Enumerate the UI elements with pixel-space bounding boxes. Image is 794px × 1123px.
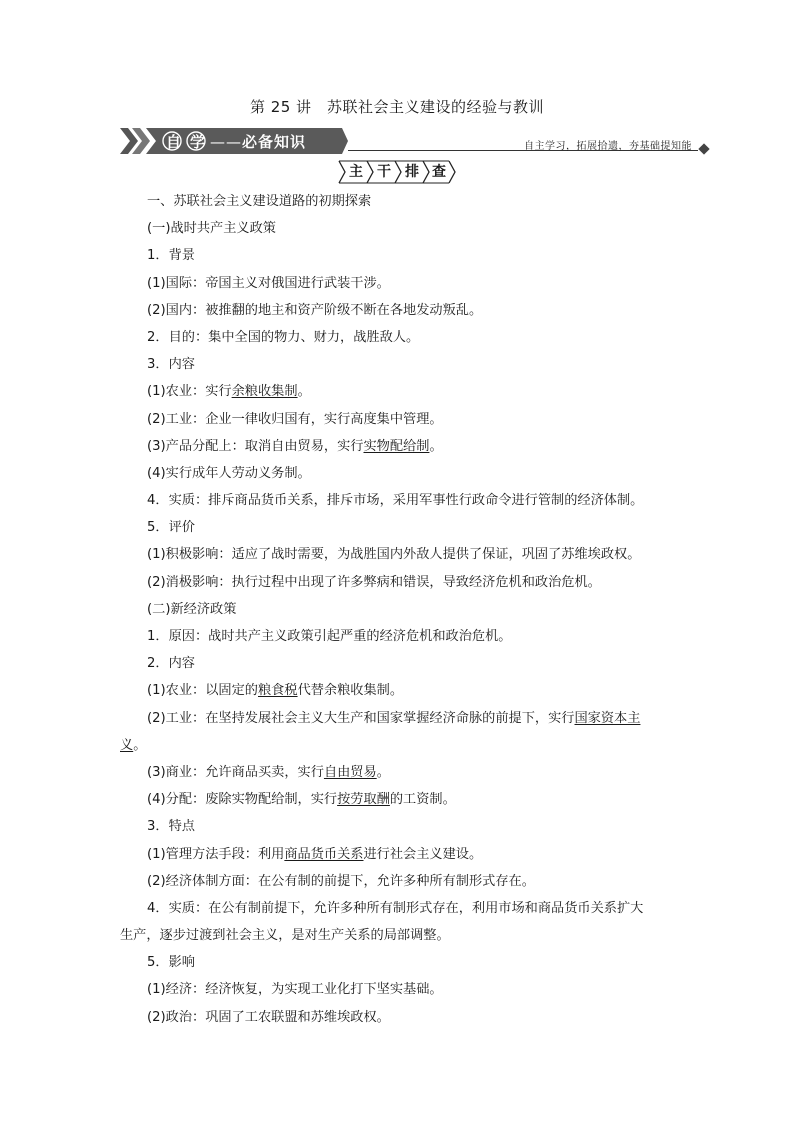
section-tag-char-1: 主 [349,164,363,180]
item-essence: 4．实质：排斥商品货币关系，排斥市场，采用军事性行政命令进行管制的经济体制。 [147,493,644,509]
underlined-term: 国家资本主 [574,710,641,726]
banner-label-a: 自 [165,133,182,151]
banner-slogan: 自主学习，拓展拾遗，夯基础提知能 [524,141,692,152]
banner-label [162,131,306,152]
section-banner [120,128,708,154]
item-background: 1．背景 [147,248,195,264]
item-impact: 5．影响 [147,955,195,971]
subheading-war-communism: (一)战时共产主义政策 [147,221,276,237]
text: (1)农业：以固定的 [147,683,258,699]
item-positive: (1)积极影响：适应了战时需要，为战胜国内外敌人提供了保证，巩固了苏维埃政权。 [147,547,641,563]
subheading-nep: (二)新经济政策 [147,601,237,617]
document-body [120,192,680,1035]
section-tag [337,160,457,184]
text: 。 [429,438,443,454]
item-international: (1)国际：帝国主义对俄国进行武装干涉。 [147,275,390,291]
item-impact-politics: (2)政治：巩固了工农联盟和苏维埃政权。 [147,1009,390,1025]
text: (1)管理方法手段：利用 [147,846,285,862]
item-nep-essence-cont: 生产，逐步过渡到社会主义，是对生产关系的局部调整。 [120,928,450,944]
item-nep-industry [120,709,680,736]
item-content: 3．内容 [147,357,195,373]
item-agriculture [120,382,680,409]
item-economic-system: (2)经济体制方面：在公有制的前提下，允许多种所有制形式存在。 [147,873,535,889]
item-management [120,845,680,872]
underlined-term: 余粮收集制 [231,384,298,400]
page-title: 第 25 讲 苏联社会主义建设的经验与教训 [249,98,545,116]
item-purpose: 2．目的：集中全国的物力、财力，战胜敌人。 [147,329,420,345]
item-distribution [120,437,680,464]
item-nep-agriculture [120,681,680,708]
underlined-term: 粮食税 [258,683,298,699]
text: (3)商业：允许商品买卖，实行 [147,764,324,780]
underlined-term: 按劳取酬 [337,792,390,808]
item-industry: (2)工业：企业一律收归国有，实行高度集中管理。 [147,411,443,427]
text: 。 [376,764,390,780]
banner-label-dash: —— [210,133,242,151]
banner-label-c: 必备知识 [242,133,307,151]
item-nep-commerce [120,763,680,790]
text: 代替余粮收集制。 [297,683,404,699]
underlined-term: 义 [120,737,134,753]
item-nep-distribution [120,790,680,817]
underlined-term: 实物配给制 [363,438,430,454]
underlined-term: 自由贸易 [323,764,377,780]
text: 进行社会主义建设。 [363,846,483,862]
section-tag-char-3: 排 [405,164,419,180]
text: (3)产品分配上：取消自由贸易，实行 [147,438,364,454]
item-nep-industry-cont [120,736,680,763]
item-features: 3．特点 [147,819,195,835]
item-negative: (2)消极影响：执行过程中出现了许多弊病和错误，导致经济危机和政治危机。 [147,574,601,590]
text: (4)分配：废除实物配给制，实行 [147,792,338,808]
item-nep-content: 2．内容 [147,656,195,672]
heading-1: 一、苏联社会主义建设道路的初期探索 [147,194,372,209]
text: 。 [133,737,147,753]
item-evaluation: 5．评价 [147,520,195,536]
banner-label-b: 学 [189,133,206,151]
item-domestic: (2)国内：被推翻的地主和资产阶级不断在各地发动叛乱。 [147,302,483,318]
section-tag-char-2: 干 [377,164,391,180]
item-nep-essence: 4．实质：在公有制前提下，允许多种所有制形式存在，利用市场和商品货币关系扩大 [147,900,644,916]
section-tag-char-4: 查 [432,164,446,180]
text: 的工资制。 [389,792,456,808]
item-labor: (4)实行成年人劳动义务制。 [147,465,311,481]
underlined-term: 商品货币关系 [284,846,364,862]
item-impact-economy: (1)经济：经济恢复，为实现工业化打下坚实基础。 [147,982,443,998]
banner-diamond-icon [698,143,709,154]
text: 。 [297,384,311,400]
text: (2)工业：在坚持发展社会主义大生产和国家掌握经济命脉的前提下，实行 [147,710,575,726]
text: (1)农业：实行 [147,384,232,400]
item-cause: 1．原因：战时共产主义政策引起严重的经济危机和政治危机。 [147,629,512,644]
